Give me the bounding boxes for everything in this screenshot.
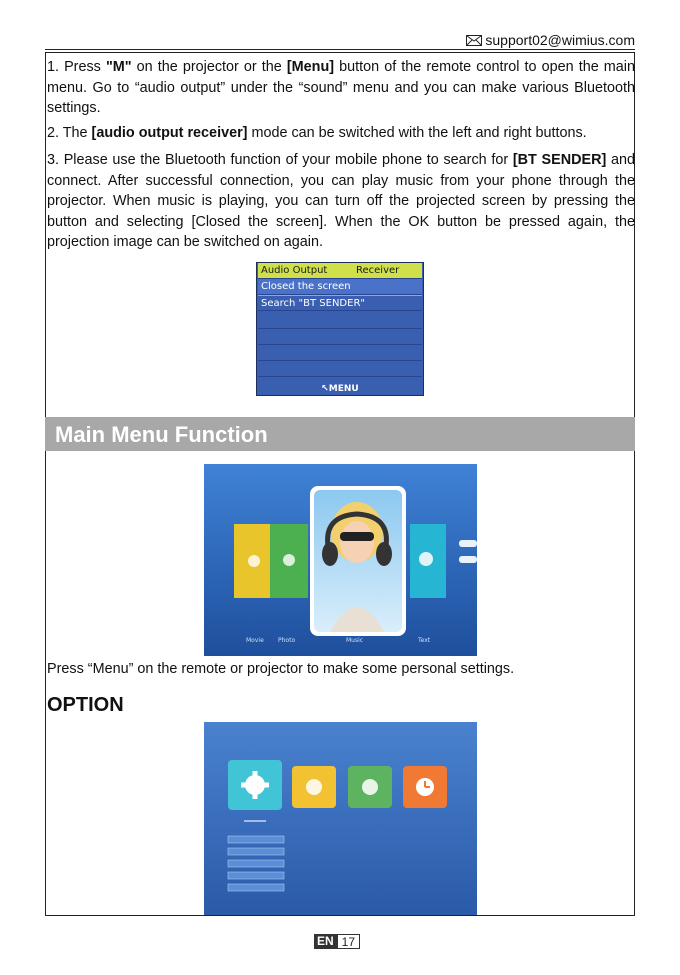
main-menu-illustration	[204, 464, 477, 656]
settings-instruction: Press “Menu” on the remote or projector to make some personal settings.	[47, 661, 515, 677]
instruction-paragraph-3: 3. Please use the Bluetooth function of your mobile phone to search for [BT SENDER] and connect. After successful connection, you can play music from your phone through the projector. When music is playing, you can turn off the projected screen by pressing the button and selecting [Closed the screen]. When the OK button be pressed again, the projection image can be switched on again.	[47, 152, 635, 250]
header-rule	[45, 49, 635, 50]
menu-label-photo: Photo	[278, 637, 296, 644]
menu-row-empty	[258, 345, 422, 361]
menu-label-text: Text	[418, 637, 431, 644]
menu-label-movie: Movie	[246, 637, 264, 644]
clock-icon	[416, 778, 434, 796]
section-title-bar	[45, 417, 635, 451]
option-menu-screenshot	[204, 722, 477, 915]
menu-row-empty	[258, 329, 422, 345]
menu-row-closed-screen: Closed the screen	[258, 279, 422, 295]
instruction-paragraph-2: 2. The [audio output receiver] mode can be switched with the left and right buttons.	[47, 125, 587, 141]
instruction-paragraph-1: 1. Press "M" on the projector or the [Menu] button of the remote control to open the main menu. Go to “audio output” under the “sound” menu and you can make various Bluetooth settings.	[47, 59, 635, 116]
menu-footer	[257, 384, 423, 394]
section-title: Main Menu Function	[55, 422, 268, 447]
page-footer	[314, 934, 360, 949]
return-arrow-icon: ↖	[321, 384, 329, 394]
menu-row-search: Search "BT SENDER"	[258, 295, 422, 311]
email-text: support02@wimius.com	[485, 32, 635, 48]
menu-header-label: Audio Output	[261, 265, 328, 276]
language-badge: EN	[314, 934, 337, 949]
speaker-icon	[362, 779, 378, 795]
main-menu-screenshot	[204, 464, 477, 656]
option-heading: OPTION	[47, 694, 124, 716]
menu-header-row	[258, 263, 422, 279]
option-menu-illustration	[204, 722, 477, 915]
envelope-icon	[466, 35, 482, 46]
menu-label-music: Music	[346, 637, 364, 644]
menu-header-value: Receiver	[356, 265, 400, 276]
menu-row-empty	[258, 361, 422, 377]
page-number: 17	[337, 934, 360, 949]
audio-output-menu-screenshot	[256, 262, 424, 396]
picture-icon	[306, 779, 322, 795]
support-email[interactable]	[466, 32, 635, 48]
menu-row-empty	[258, 313, 422, 329]
menu-footer-label: MENU	[328, 384, 359, 394]
